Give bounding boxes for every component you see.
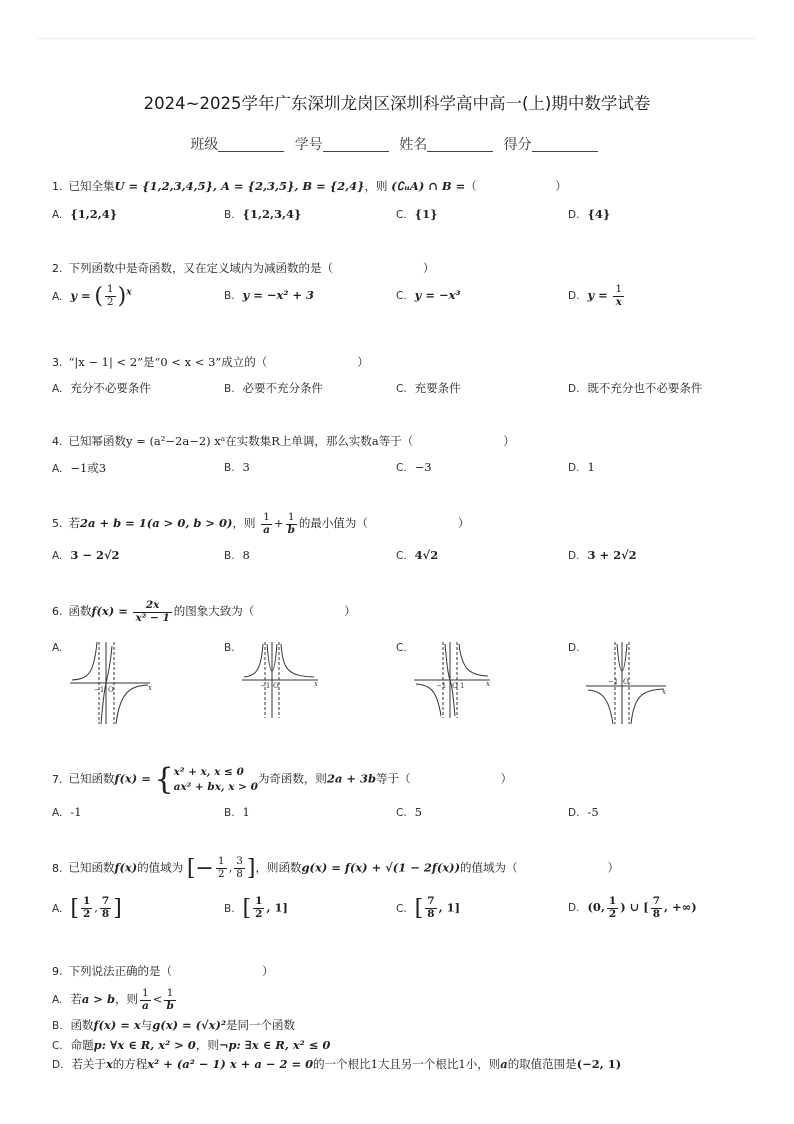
q9-option-c[interactable]: C. 命题p: ∀x ∈ R, x² > 0，则¬p: ∃x ∈ R, x² ≤ 0 [52, 1038, 331, 1052]
q7-option-a[interactable]: A. -1 [52, 805, 82, 819]
q1-option-b[interactable]: B. {1,2,3,4} [224, 207, 302, 221]
q7-option-b[interactable]: B. 1 [224, 805, 250, 819]
q6-option-d-label[interactable]: D. [568, 642, 580, 654]
top-divider [38, 38, 756, 39]
q6-graph-c[interactable] [414, 640, 494, 720]
field-score-blank[interactable] [532, 137, 598, 152]
q6-graph-d[interactable] [586, 640, 670, 726]
field-name-blank[interactable] [427, 137, 493, 152]
q6-option-b-label[interactable]: B. [224, 642, 235, 654]
page-title: 2024~2025学年广东深圳龙岗区深圳科学高中高一(上)期中数学试卷 [143, 94, 651, 113]
q2-option-c[interactable]: C. y = −x³ [396, 288, 461, 302]
svg-text:−1: −1 [94, 686, 105, 694]
field-score-label: 得分 [503, 137, 532, 153]
q3-option-c[interactable]: C. 充要条件 [396, 381, 461, 395]
q7-option-d[interactable]: D. -5 [568, 805, 599, 819]
q6-option-a-label[interactable]: A. [52, 642, 63, 654]
question-9: 9. 下列说法正确的是（ ） [52, 964, 274, 978]
q6-option-c-label[interactable]: C. [396, 642, 407, 654]
q3-option-a[interactable]: A. 充分不必要条件 [52, 381, 151, 395]
q4-option-c[interactable]: C. −3 [396, 460, 432, 474]
q6-graph-b[interactable] [242, 640, 322, 720]
q7-option-c[interactable]: C. 5 [396, 805, 422, 819]
svg-text:−1: −1 [260, 682, 271, 690]
student-info-row [0, 134, 794, 154]
svg-text:O: O [452, 682, 458, 690]
field-name-label: 姓名 [399, 137, 428, 153]
q5-option-a[interactable]: A. 3 − 2√2 [52, 548, 120, 562]
question-1: 1. 已知全集U = {1,2,3,4,5}, A = {2,3,5}, B = {2,4}，则 (∁ᵤA) ∩ B =（ ） [52, 179, 567, 193]
svg-text:O: O [273, 682, 279, 690]
q2-option-b[interactable]: B. y = −x² + 3 [224, 288, 315, 302]
svg-text:x: x [486, 680, 490, 688]
q2-option-a[interactable]: A. y = ( $\frac{1}{2}$ )$^x$ [52, 283, 132, 309]
field-class-blank[interactable] [218, 137, 284, 152]
q6-graph-a[interactable] [70, 640, 154, 726]
q8-option-c[interactable]: C. [ $\frac{7}{8}$ , 1] [396, 895, 461, 921]
question-5: 5. 若2a + b = 1(a > 0, b > 0)，则 $\frac{1}{a}$ + $\frac{1}{b}$ 的最小值为（ ） [52, 511, 470, 536]
svg-text:O: O [108, 686, 114, 694]
q5-option-c[interactable]: C. 4√2 [396, 548, 439, 562]
question-8: 8. 已知函数f(x)的值域为 [− $\frac{1}{2}$ , $\frac{3}{8}$ ]，则函数g(x) = f(x) + √(1 − 2f(x))的值域为（ ） [52, 855, 620, 881]
field-class-label: 班级 [190, 137, 219, 153]
q4-option-b[interactable]: B. 3 [224, 460, 250, 474]
question-7: 7. 已知函数f(x) = { x² + x, x ≤ 0 ax² + bx, x > 0 为奇函数，则2a + 3b等于（ ） [52, 762, 513, 797]
q5-option-b[interactable]: B. 8 [224, 548, 250, 562]
q8-option-b[interactable]: B. [ $\frac{1}{2}$ , 1] [224, 895, 288, 921]
svg-text:O: O [623, 678, 629, 686]
piecewise-function: { x² + x, x ≤ 0 ax² + bx, x > 0 [154, 762, 258, 797]
q3-option-b[interactable]: B. 必要不充分条件 [224, 381, 324, 395]
question-2: 2. 下列函数中是奇函数，又在定义域内为减函数的是（ ） [52, 261, 435, 275]
q4-option-d[interactable]: D. 1 [568, 460, 595, 474]
svg-text:1: 1 [460, 682, 465, 690]
q9-option-a[interactable]: A. 若a > b，则 $\frac{1}{a}$ < $\frac{1}{b}$ [52, 987, 174, 1012]
svg-text:x: x [314, 680, 318, 688]
q8-option-d[interactable]: D. (0, $\frac{1}{2}$ ) ∪ [ $\frac{7}{8}$ , +∞) [568, 895, 697, 920]
q1-option-a[interactable]: A. {1,2,4} [52, 207, 118, 221]
svg-text:−1: −1 [608, 678, 619, 686]
q9-option-d[interactable]: D. 若关于x的方程x² + (a² − 1) x + a − 2 = 0的一个根比1大且另一个根比1小，则a的取值范围是(−2, 1) [52, 1057, 622, 1071]
svg-text:−1: −1 [436, 682, 447, 690]
q9-option-b[interactable]: B. 函数f(x) = x与g(x) = (√x)²是同一个函数 [52, 1018, 295, 1032]
svg-text:x: x [148, 684, 152, 692]
q3-option-d[interactable]: D. 既不充分也不必要条件 [568, 381, 703, 395]
q5-option-d[interactable]: D. 3 + 2√2 [568, 548, 637, 562]
svg-text:x: x [662, 688, 666, 696]
q8-option-a[interactable]: A. [ $\frac{1}{2}$ , $\frac{7}{8}$ ] [52, 895, 122, 921]
field-id-label: 学号 [294, 137, 323, 153]
q1-option-c[interactable]: C. {1} [396, 207, 438, 221]
question-3: 3. “|x − 1| < 2”是“0 < x < 3”成立的（ ） [52, 355, 369, 369]
field-id-blank[interactable] [323, 137, 389, 152]
q4-option-a[interactable]: A. −1或3 [52, 461, 107, 475]
q1-option-d[interactable]: D. {4} [568, 207, 611, 221]
question-6: 6. 函数f(x) = $\frac{2x}{\text{x² − 1}}$ 的图象大致为（ ） [52, 599, 356, 624]
q2-option-d[interactable]: D. y = $\frac{1}{x}$ [568, 283, 623, 308]
question-4: 4. 已知幂函数y = (a²−2a−2) xᵃ在实数集R上单调，那么实数a等于（ ） [52, 434, 515, 448]
